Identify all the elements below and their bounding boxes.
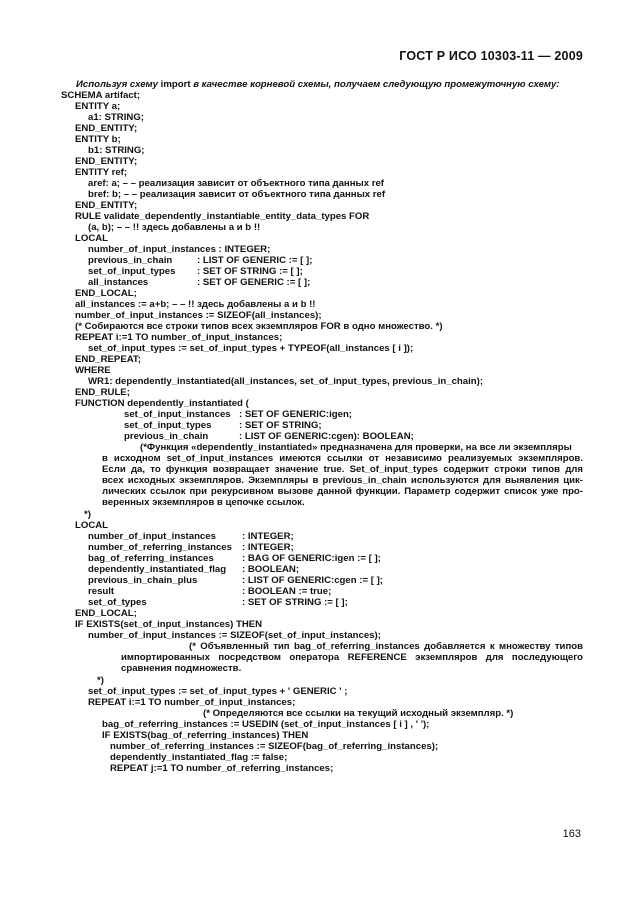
document-line (75, 608, 137, 619)
document-line (75, 619, 262, 630)
line-text: WR1: dependently_instantiated(all_instances, set_of_input_types, previous_in_chain); (88, 376, 484, 387)
line-text: *) (97, 675, 104, 686)
line-text: END_ENTITY; (75, 156, 138, 167)
line-text: set_of_input_types (88, 266, 176, 277)
document-line (189, 641, 583, 652)
document-line (75, 101, 120, 112)
document-line (75, 233, 108, 244)
line-text: END_ENTITY; (75, 123, 138, 134)
line-text: previous_in_chain_plus (88, 575, 198, 586)
document-line (88, 575, 383, 586)
document-line (88, 266, 303, 277)
document-line (140, 442, 572, 453)
line-text: a1: STRING; (88, 112, 144, 123)
line-text: всех исходных экземпляров. Экземпляры в previous_in_chain используются для выявления цик- (102, 475, 583, 486)
document-line (88, 222, 260, 233)
document-line (88, 697, 295, 708)
document-line (75, 387, 130, 398)
line-text: number_of_referring_instances := SIZEOF(bag_of_referring_instances); (110, 741, 439, 752)
line-text: all_instances (88, 277, 149, 288)
document-line (75, 354, 141, 365)
line-text: number_of_input_instances := SIZEOF(all_instances); (75, 310, 322, 321)
line-text: set_of_input_types := set_of_input_types + TYPEOF(all_instances [ i ]); (88, 343, 414, 354)
intro-line (76, 79, 560, 90)
line-text: dependently_instantiated_flag := false; (110, 752, 288, 763)
document-line (75, 520, 108, 531)
document-line (88, 244, 270, 255)
document-header: ГОСТ Р ИСО 10303-11 — 2009 (399, 49, 583, 63)
line-text: LOCAL (75, 520, 109, 531)
line-type-column: : LIST OF GENERIC:cgen): BOOLEAN; (239, 431, 414, 442)
intro-keyword: import (160, 79, 191, 90)
line-text: ENTITY ref; (75, 167, 128, 178)
line-text: END_RULE; (75, 387, 130, 398)
line-text: IF EXISTS(bag_of_referring_instances) THEN (102, 730, 309, 741)
document-line (88, 586, 332, 597)
line-text: веренных экземпляров в цепочке ссылок. (102, 497, 305, 508)
line-text: result (88, 586, 115, 597)
line-text: number_of_input_instances (88, 531, 216, 542)
line-type-column: : SET OF GENERIC := [ ]; (197, 277, 311, 288)
document-line (88, 145, 145, 156)
document-line (88, 376, 483, 387)
line-text: (* Собираются все строки типов всех экземпляров FOR в одно множество. *) (75, 321, 443, 332)
document-line (102, 497, 305, 508)
document-line (75, 200, 137, 211)
line-type-column: : SET OF STRING := [ ]; (242, 597, 348, 608)
document-line (75, 321, 443, 332)
document-line (88, 630, 381, 641)
line-text: (* Определяются все ссылки на текущий исходный экземпляр. *) (203, 708, 514, 719)
line-type-column: : INTEGER; (242, 531, 294, 542)
line-text: SCHEMA artifact; (61, 90, 141, 101)
line-text: ENTITY a; (75, 101, 121, 112)
document-line (75, 134, 121, 145)
document-line (88, 686, 347, 697)
line-type-column: : SET OF STRING := [ ]; (197, 266, 303, 277)
line-text: number_of_referring_instances (88, 542, 232, 553)
document-line (88, 189, 385, 200)
line-text: set_of_input_types := set_of_input_types + ' GENERIC ' ; (88, 686, 348, 697)
line-text: previous_in_chain (124, 431, 209, 442)
document-line (102, 719, 429, 730)
line-text: LOCAL (75, 233, 109, 244)
line-type-column: : SET OF GENERIC:igen; (239, 409, 352, 420)
document-line (75, 156, 137, 167)
document-line (124, 409, 352, 420)
line-text: set_of_input_types (124, 420, 212, 431)
document-line (88, 343, 413, 354)
line-text: *) (84, 509, 91, 520)
line-text: number_of_input_instances : INTEGER; (88, 244, 271, 255)
line-text: (*Функция «dependently_instantiated» предназначена для проверки, на все ли экземпляры (140, 442, 572, 453)
document-line (124, 431, 414, 442)
line-text: set_of_types (88, 597, 147, 608)
intro-text: Используя схему (76, 79, 158, 90)
document-line (84, 509, 91, 520)
line-text: previous_in_chain (88, 255, 173, 266)
line-text: END_LOCAL; (75, 608, 137, 619)
line-type-column: : BOOLEAN := true; (242, 586, 332, 597)
line-type-column: : BOOLEAN; (242, 564, 300, 575)
document-line (110, 763, 333, 774)
document-line (121, 663, 241, 674)
document-line (102, 464, 583, 475)
document-line (102, 730, 308, 741)
document-line (88, 255, 313, 266)
document-line (124, 420, 322, 431)
line-text: WHERE (75, 365, 111, 376)
line-text: END_ENTITY; (75, 200, 138, 211)
document-line (88, 542, 294, 553)
line-text: FUNCTION dependently_instantiated ( (75, 398, 249, 409)
line-text: dependently_instantiated_flag (88, 564, 227, 575)
line-text: END_REPEAT; (75, 354, 141, 365)
line-text: all_instances := a+b; – – !! здесь добавлены a и b !! (75, 299, 316, 310)
document-line (75, 288, 137, 299)
document-line (102, 486, 583, 497)
document-line (75, 299, 316, 310)
line-text: b1: STRING; (88, 145, 145, 156)
document-line (102, 453, 583, 464)
intro-rest: в качестве корневой схемы, получаем следующую промежуточную схему: (193, 79, 560, 90)
line-text: bag_of_referring_instances := USEDIN (set_of_input_instances [ i ] , ' '); (102, 719, 430, 730)
line-text: END_LOCAL; (75, 288, 137, 299)
document-line (203, 708, 513, 719)
line-text: (* Объявленный тип bag_of_referring_instances добавляется к множеству типов (189, 641, 583, 652)
document-line (75, 365, 111, 376)
line-text: REPEAT i:=1 TO number_of_input_instances; (88, 697, 296, 708)
line-text: RULE validate_dependently_instantiable_entity_data_types FOR (75, 211, 370, 222)
line-text: bag_of_referring_instances (88, 553, 214, 564)
document-line (88, 277, 311, 288)
document-line (88, 112, 144, 123)
line-type-column: : INTEGER; (242, 542, 294, 553)
line-text: set_of_input_instances (124, 409, 231, 420)
line-text: number_of_input_instances := SIZEOF(set_of_input_instances); (88, 630, 381, 641)
document-line (75, 123, 137, 134)
line-text: лических ссылок при рекурсивном вызове данной функции. Параметр содержит список уже про- (102, 486, 583, 497)
line-text: импортированных посредством оператора REFERENCE экземпляров для последующего (121, 652, 583, 663)
document-line (121, 652, 583, 663)
line-text: Если да, то функция возвращает значение true. Set_of_input_types содержит строки типов для (102, 464, 583, 475)
document-line (75, 211, 369, 222)
line-text: в исходном set_of_input_instances имеются ссылки от независимо реализуемых экземпляров. (102, 453, 583, 464)
document-line (75, 167, 127, 178)
document-line (88, 553, 381, 564)
document-line (88, 178, 384, 189)
line-type-column: : SET OF STRING; (239, 420, 322, 431)
line-text: REPEAT i:=1 TO number_of_input_instances; (75, 332, 283, 343)
document-line (110, 752, 287, 763)
line-type-column: : LIST OF GENERIC := [ ]; (197, 255, 313, 266)
line-text: ENTITY b; (75, 134, 121, 145)
line-text: aref: a; – – реализация зависит от объектного типа данных ref (88, 178, 384, 189)
line-type-column: : LIST OF GENERIC:cgen := [ ]; (242, 575, 383, 586)
line-text: сравнения подмножеств. (121, 663, 242, 674)
document-line (61, 90, 140, 101)
document-line (75, 332, 282, 343)
line-text: bref: b; – – реализация зависит от объектного типа данных ref (88, 189, 386, 200)
document-line (88, 531, 294, 542)
page-number: 163 (562, 828, 581, 840)
document-line (110, 741, 438, 752)
line-text: IF EXISTS(set_of_input_instances) THEN (75, 619, 263, 630)
document-line (97, 675, 104, 686)
line-text: (a, b); – – !! здесь добавлены a и b !! (88, 222, 261, 233)
document-line (88, 564, 300, 575)
document-line (102, 475, 583, 486)
line-type-column: : BAG OF GENERIC:igen := [ ]; (242, 553, 381, 564)
document-line (75, 398, 249, 409)
document-line (75, 310, 322, 321)
document-line (88, 597, 348, 608)
line-text: REPEAT j:=1 TO number_of_referring_instances; (110, 763, 334, 774)
